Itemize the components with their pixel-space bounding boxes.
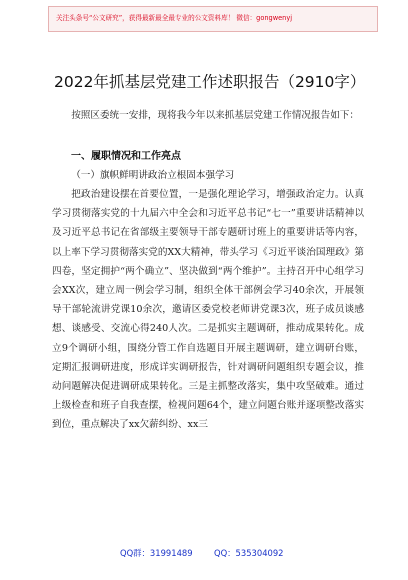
promo-banner-text: 关注头条号“公文研究”，获得最新最全最专业的公文资料库！ 微信：gongwenyj [56,14,293,22]
document-title: 2022年抓基层党建工作述职报告（2910字） [54,73,366,91]
intro-paragraph: 按照区委统一安排，现将我今年以来抓基层党建工作情况报告如下： [71,110,359,121]
body-paragraph: 把政治建设摆在首要位置，一是强化理论学习，增强政治定力。认真学习贯彻落实党的十九届六中全会和习近平总书记“七一”重要讲话精神以及习近平总书记在省部级主要领导干部专题研讨班上的重要讲话等内容，以上率下学习贯彻落实党的XX大精神，带头学习《习近平谈治国理政》第四卷，坚定拥护“两个确立”、坚决做到“两个维护”。主持召开中心组学习会XX次，建立周一例会学习制，组织全体干部例会学习40余次，开展领导干部轮流讲党课10余次，邀请区委党校老师讲党课3次，班子成员谈感想、谈感受、交流心得240人次。二是抓实主题调研，推动成果转化。成立9个调研小组，围绕分管工作自选题目开展主题调研，建立调研台账，定期汇报调研进度，形成详实调研报告，针对调研问题组织专题会议，推动问题解决促进调研成果转化。三是主抓整改落实，集中攻坚破难。通过上级检查和班子自我查摆，检视问题64个，建立问题台账并逐项整改落实到位，重点解决了xx欠薪纠纷、xx三 [52,189,364,431]
section-heading: 一、履职情况和工作亮点 [71,151,181,162]
footer-qq-contact: QQ：535304092 [214,548,284,558]
footer-qq-group: QQ群：31991489 [120,548,193,558]
sub-heading: （一）旗帜鲜明讲政治立根固本强学习 [71,170,235,181]
